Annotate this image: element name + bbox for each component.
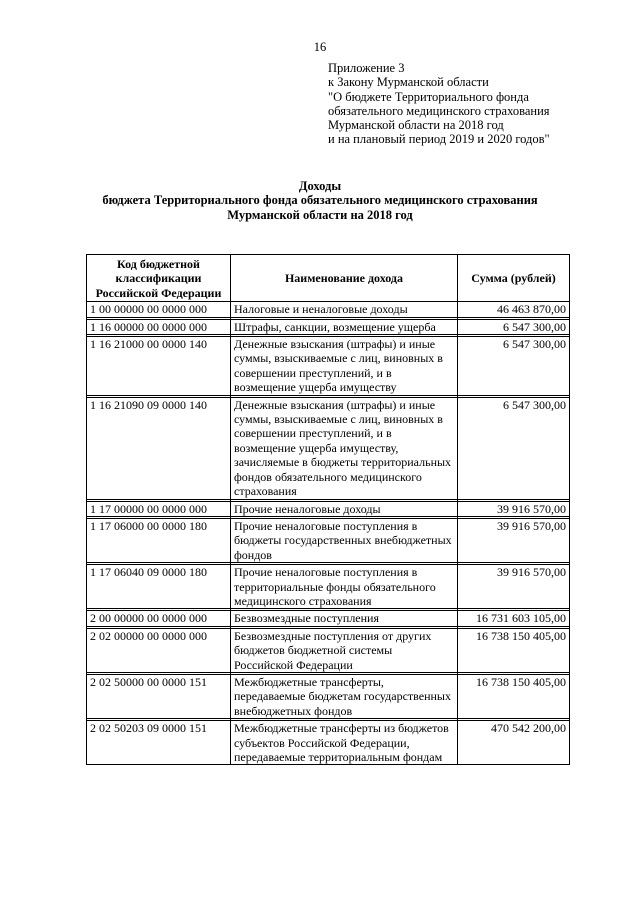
- code-cell: 1 16 00000 00 0000 000: [87, 319, 231, 334]
- table-row: [87, 628, 570, 672]
- name-cell: Штрафы, санкции, возмещение ущерба: [231, 319, 458, 334]
- header-name: Наименование дохода: [231, 255, 458, 302]
- header-code: Код бюджетной классификации Российской Федерации: [87, 255, 231, 302]
- table-row: [87, 518, 570, 562]
- document-title: [0, 179, 640, 222]
- table-row: [87, 302, 570, 317]
- sum-cell: 6 547 300,00: [458, 319, 570, 334]
- name-cell: Прочие неналоговые поступления в бюджеты государственных внебюджетных фондов: [231, 518, 458, 562]
- table-row: [87, 319, 570, 334]
- code-cell: 1 16 21000 00 0000 140: [87, 337, 231, 396]
- table-body: [87, 302, 570, 765]
- appendix-line: Приложение 3: [328, 61, 405, 75]
- table-row: [87, 721, 570, 765]
- sum-cell: 16 738 150 405,00: [458, 628, 570, 672]
- code-cell: 2 02 50203 09 0000 151: [87, 721, 231, 765]
- appendix-line: "О бюджете Территориального фонда: [328, 89, 529, 104]
- sum-cell: 6 547 300,00: [458, 397, 570, 499]
- appendix-header: [328, 61, 550, 147]
- name-cell: Безвозмездные поступления: [231, 611, 458, 626]
- code-cell: 2 02 00000 00 0000 000: [87, 628, 231, 672]
- sum-cell: 39 916 570,00: [458, 518, 570, 562]
- code-cell: 1 17 00000 00 0000 000: [87, 501, 231, 516]
- name-cell: Денежные взыскания (штрафы) и иные суммы, взыскиваемые с лиц, виновных в совершении преступлений, и в возмещение ущерба имуществу: [231, 337, 458, 396]
- income-table: [86, 254, 570, 765]
- sum-cell: 46 463 870,00: [458, 302, 570, 317]
- table-row: [87, 565, 570, 609]
- name-cell: Прочие неналоговые поступления в территориальные фонды обязательного медицинского страхования: [231, 565, 458, 609]
- title-line: бюджета Территориального фонда обязательного медицинского страхования: [102, 193, 538, 208]
- code-cell: 2 00 00000 00 0000 000: [87, 611, 231, 626]
- table-row: [87, 397, 570, 499]
- code-cell: 1 17 06040 09 0000 180: [87, 565, 231, 609]
- name-cell: Налоговые и неналоговые доходы: [231, 302, 458, 317]
- code-cell: 2 02 50000 00 0000 151: [87, 674, 231, 718]
- name-cell: Денежные взыскания (штрафы) и иные суммы, взыскиваемые с лиц, виновных в совершении преступлений, и в возмещение ущерба имуществу, зачисляемые в бюджеты территориальных фондов обязательного медицинского страхования: [231, 397, 458, 499]
- table-row: [87, 501, 570, 516]
- table-row: [87, 337, 570, 396]
- table-header-row: [87, 255, 570, 302]
- name-cell: Межбюджетные трансферты из бюджетов субъектов Российской Федерации, передаваемые территориальным фондам: [231, 721, 458, 765]
- appendix-line: Мурманской области на 2018 год: [328, 118, 504, 133]
- page-number: 16: [313, 40, 327, 54]
- appendix-line: обязательного медицинского страхования: [328, 103, 550, 118]
- sum-cell: 6 547 300,00: [458, 337, 570, 396]
- sum-cell: 470 542 200,00: [458, 721, 570, 765]
- appendix-line: и на плановый период 2019 и 2020 годов": [328, 132, 550, 147]
- table-row: [87, 674, 570, 718]
- code-cell: 1 17 06000 00 0000 180: [87, 518, 231, 562]
- header-sum: Сумма (рублей): [458, 255, 570, 302]
- title-line: Доходы: [298, 179, 342, 193]
- sum-cell: 16 731 603 105,00: [458, 611, 570, 626]
- code-cell: 1 16 21090 09 0000 140: [87, 397, 231, 499]
- name-cell: Безвозмездные поступления от других бюджетов бюджетной системы Российской Федерации: [231, 628, 458, 672]
- name-cell: Прочие неналоговые доходы: [231, 501, 458, 516]
- appendix-line: к Закону Мурманской области: [328, 75, 489, 90]
- table-row: [87, 611, 570, 626]
- name-cell: Межбюджетные трансферты, передаваемые бюджетам государственных внебюджетных фондов: [231, 674, 458, 718]
- sum-cell: 16 738 150 405,00: [458, 674, 570, 718]
- title-line: Мурманской области на 2018 год: [227, 207, 413, 222]
- sum-cell: 39 916 570,00: [458, 501, 570, 516]
- sum-cell: 39 916 570,00: [458, 565, 570, 609]
- code-cell: 1 00 00000 00 0000 000: [87, 302, 231, 317]
